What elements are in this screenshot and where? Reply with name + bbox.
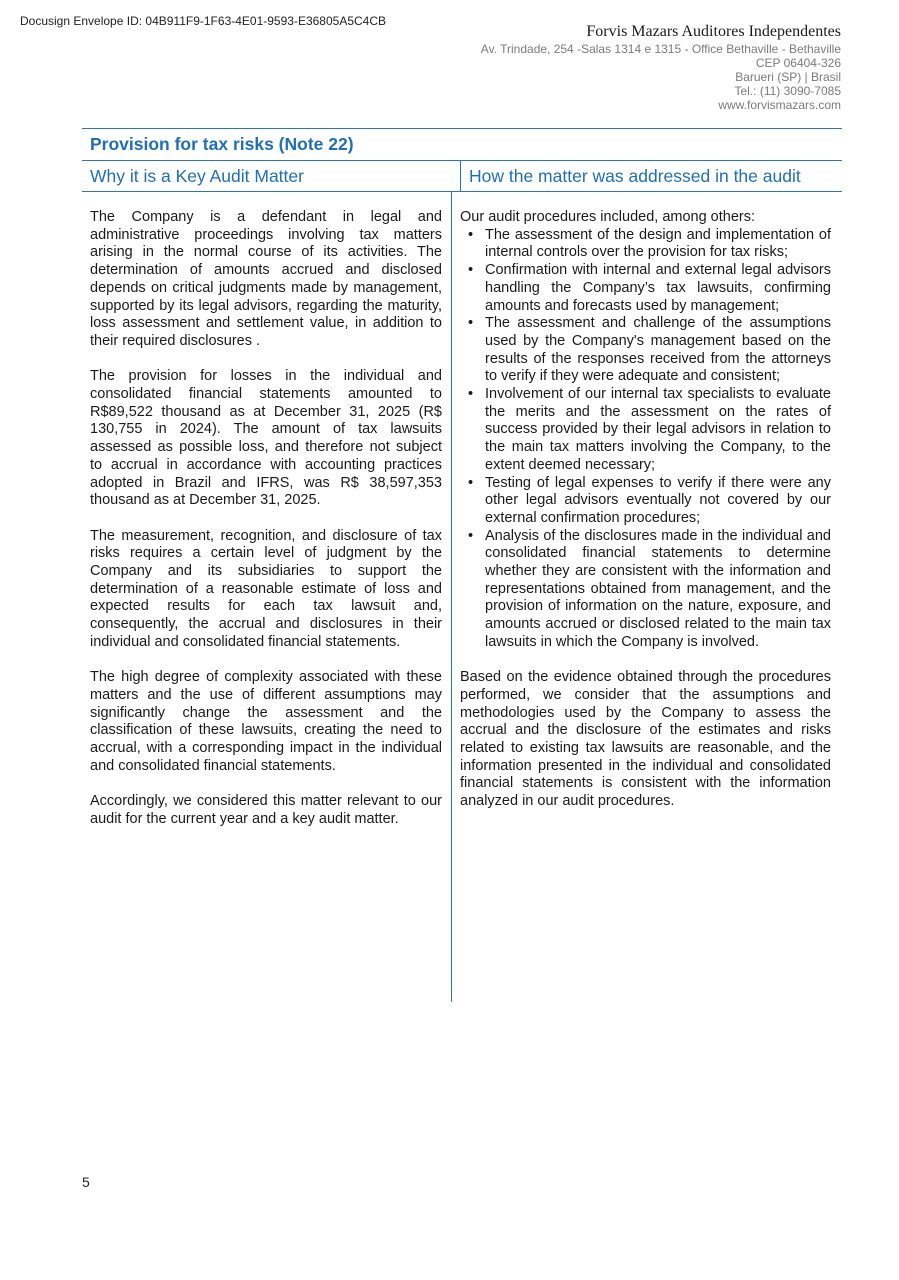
procedure-item: • Involvement of our internal tax specialists to evaluate the merits and the assessment on the rates of success provided by their legal advisors in relation to the main tax matters involving the Company, to the extent deemed necessary; [485, 386, 831, 475]
procedure-item: • Testing of legal expenses to verify if there were any other legal advisors eventually not covered by our external confirmation procedures; [485, 475, 831, 528]
firm-city: Barueri (SP) | Brasil [735, 70, 841, 84]
kam-paragraph: Accordingly, we considered this matter relevant to our audit for the current year and a key audit matter. [90, 793, 442, 827]
firm-postal-code: CEP 06404-326 [755, 56, 841, 70]
kam-right-header: How the matter was addressed in the audit [469, 166, 801, 186]
kam-title: Provision for tax risks (Note 22) [90, 134, 354, 154]
kam-how-column [452, 192, 842, 1002]
procedure-item: • The assessment of the design and implementation of internal controls over the provision for tax risks; [485, 227, 831, 262]
page-number: 5 [82, 1174, 90, 1190]
procedures-conclusion: Based on the evidence obtained through the procedures performed, we consider that the assumptions and methodologies used by the Company to assess the accrual and the disclosure of the estimates and risks related to existing tax lawsuits are reasonable, and the information presented in the individual and consolidated financial statements is consistent with the information analyzed in our audit procedures. [460, 669, 831, 810]
kam-paragraph: The high degree of complexity associated with these matters and the use of different assumptions may significantly change the assessment and the classification of these lawsuits, creating the need to accrual, with a corresponding impact in the individual and consolidated financial statements. [90, 669, 442, 774]
firm-website: www.forvismazars.com [718, 98, 841, 112]
firm-name: Forvis Mazars Auditores Independentes [586, 23, 841, 40]
firm-phone: Tel.: (11) 3090-7085 [734, 84, 841, 98]
kam-paragraph: The Company is a defendant in legal and administrative proceedings involving tax matters arising in the normal course of its activities. The determination of amounts accrued and disclosed depends on critical judgments made by management, supported by its legal advisors, regarding the maturity, loss assessment and settlement value, in addition to their required disclosures . [90, 209, 442, 349]
kam-paragraph: The provision for losses in the individual and consolidated financial statements amounted to R$89,522 thousand as at December 31, 2025 (R$ 130,755 in 2024). The amount of tax lawsuits assessed as possible loss, and therefore not subject to accrual in accordance with accounting practices adopted in Brazil and IFRS, was R$ 38,597,353 thousand as at December 31, 2025. [90, 368, 442, 509]
procedure-item: • Analysis of the disclosures made in the individual and consolidated financial statements to determine whether they are consistent with the information and representations obtained from management, and the provision of information on the nature, exposure, and amounts accrued or disclosed related to the main tax lawsuits in which the Company is involved. [485, 528, 831, 652]
procedures-intro: Our audit procedures included, among others: [460, 209, 756, 225]
firm-letterhead [481, 22, 841, 112]
kam-header-row [82, 161, 842, 192]
docusign-envelope-id: Docusign Envelope ID: 04B911F9-1F63-4E01-9593-E36805A5C4CB [20, 14, 387, 28]
kam-left-header: Why it is a Key Audit Matter [82, 161, 461, 191]
procedure-item: • The assessment and challenge of the assumptions used by the Company's management based on the results of the responses received from the attorneys to verify if they were adequate and consistent; [485, 315, 831, 386]
kam-why-column [82, 192, 452, 1002]
firm-address-line: Av. Trindade, 254 -Salas 1314 e 1315 - Office Bethaville - Bethaville [480, 42, 841, 56]
procedures-list [460, 227, 831, 652]
kam-title-row [82, 128, 842, 161]
kam-body-row [82, 192, 842, 1002]
kam-paragraph: The measurement, recognition, and disclosure of tax risks requires a certain level of judgment by the Company and its subsidiaries to support the determination of a reasonable estimate of loss and expected results for each tax lawsuit and, consequently, the accrual and disclosures in their individual and consolidated financial statements. [90, 527, 442, 650]
procedure-item: • Confirmation with internal and external legal advisors handling the Company’s tax lawsuits, confirming amounts and forecasts used by management; [485, 262, 831, 315]
key-audit-matter-table [82, 128, 842, 1002]
